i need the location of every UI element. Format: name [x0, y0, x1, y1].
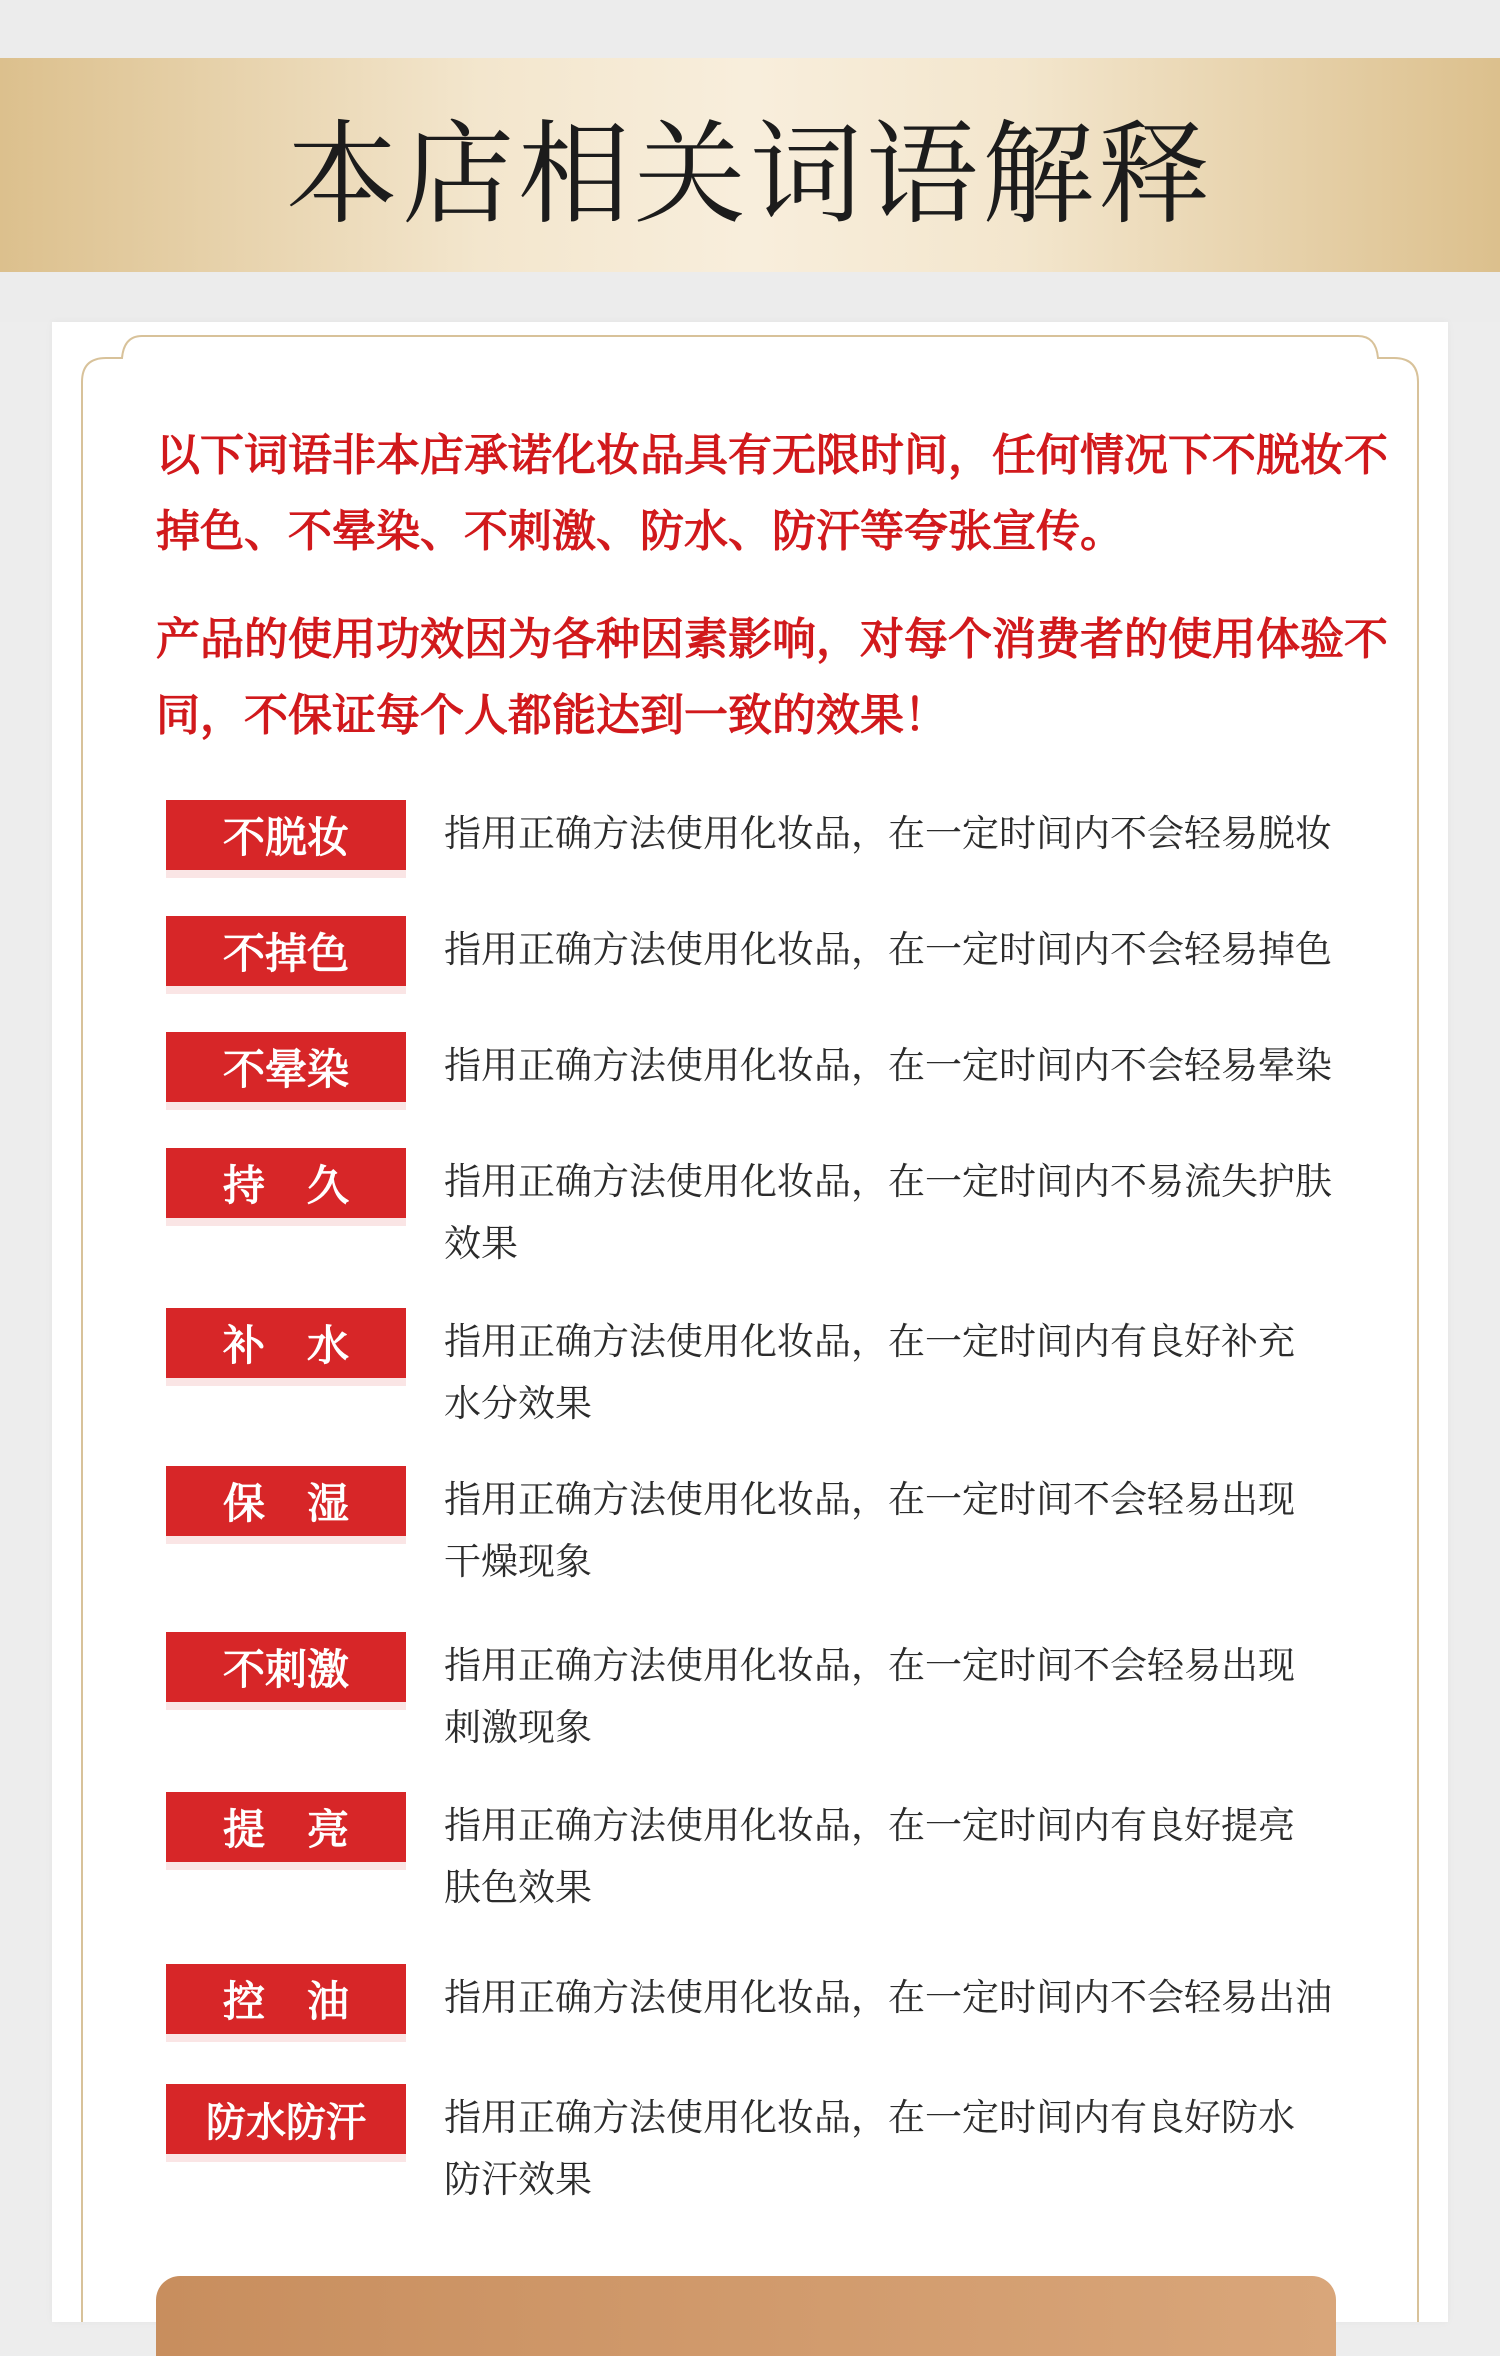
- term-badge: 防水防汗: [166, 2084, 406, 2154]
- term-badge: 持 久: [166, 1148, 406, 1218]
- content-card: [52, 322, 1448, 2322]
- term-description: 指用正确方法使用化妆品，在一定时间内有良好防水 防汗效果: [444, 2096, 1295, 2201]
- term-badge: 提 亮: [166, 1792, 406, 1862]
- term-badge: 保 湿: [166, 1466, 406, 1536]
- header-banner: [0, 58, 1500, 272]
- top-strip: [0, 0, 1500, 58]
- term-badge: 不脱妆: [166, 800, 406, 870]
- bottom-section-header: [156, 2276, 1336, 2356]
- term-badge: 补 水: [166, 1308, 406, 1378]
- term-description: 指用正确方法使用化妆品，在一定时间不会轻易出现 干燥现象: [444, 1478, 1295, 1583]
- term-description: 指用正确方法使用化妆品，在一定时间内有良好补充 水分效果: [444, 1320, 1295, 1425]
- term-description: 指用正确方法使用化妆品，在一定时间内不易流失护肤 效果: [444, 1160, 1332, 1265]
- term-description: 指用正确方法使用化妆品，在一定时间内有良好提亮 肤色效果: [444, 1804, 1295, 1909]
- term-description: 指用正确方法使用化妆品，在一定时间内不会轻易晕染: [444, 1044, 1332, 1087]
- term-description: 指用正确方法使用化妆品，在一定时间内不会轻易掉色: [444, 928, 1332, 971]
- term-description: 指用正确方法使用化妆品，在一定时间不会轻易出现 刺激现象: [444, 1644, 1295, 1749]
- term-badge: 不晕染: [166, 1032, 406, 1102]
- intro-paragraph-2: 产品的使用功效因为各种因素影响，对每个消费者的使用体验不同，不保证每个人都能达到一致的效果！: [156, 614, 1388, 741]
- term-badge: 不掉色: [166, 916, 406, 986]
- term-description: 指用正确方法使用化妆品，在一定时间内不会轻易脱妆: [444, 812, 1332, 855]
- page-title: 本店相关词语解释: [286, 109, 1214, 240]
- term-description: 指用正确方法使用化妆品，在一定时间内不会轻易出油: [444, 1976, 1332, 2019]
- term-badge: 不刺激: [166, 1632, 406, 1702]
- term-badge: 控 油: [166, 1964, 406, 2034]
- gap-strip: [0, 272, 1500, 322]
- intro-paragraph-1: 以下词语非本店承诺化妆品具有无限时间，任何情况下不脱妆不掉色、不晕染、不刺激、防水、防汗等夸张宣传。: [156, 430, 1388, 557]
